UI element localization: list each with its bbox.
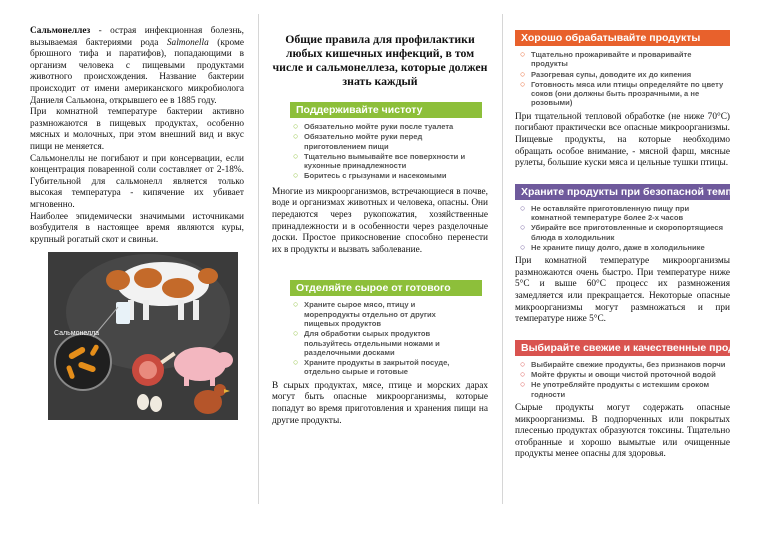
salmonella-latin-name: Salmonella (166, 37, 209, 48)
banner-cleanliness: Поддерживайте чистоту (290, 102, 482, 118)
list-item-text: Не употребляйте продукты с истекшим сроком годности (531, 380, 710, 399)
list-item (292, 329, 472, 357)
list-cleanliness (292, 122, 472, 181)
list-item-text: Выбирайте свежие продукты, без признаков порчи (531, 359, 726, 369)
list-item-text: Обязательно мойте руки перед приготовлением пищи (304, 132, 423, 151)
list-item (519, 50, 730, 69)
egg-icon (137, 394, 149, 410)
page-title: Общие правила для профилактики любых кишечных инфекций, в том числе и сальмонеллеза, которые должен знать каждый (272, 32, 488, 88)
list-item (519, 360, 730, 369)
list-item-text: Тщательно прожаривайте и проваривайте продукты (531, 50, 692, 69)
list-item-text: Тщательно вымывайте все поверхности и кухонные принадлежности (304, 151, 466, 171)
list-item (519, 380, 730, 399)
paragraph-raw-food-toxins: Сырые продукты могут содержать опасные микроорганизмы. В подпорченных или покрытых плесенью продуктах образуются токсины. Тщательно отобранные и хорошо вымытые или очищенные продукты менее опасны для здоровья. (515, 402, 730, 460)
list-item (519, 243, 730, 252)
list-item (519, 80, 730, 108)
list-cooking (519, 50, 730, 108)
circle-bullet-icon: ○ (293, 150, 299, 161)
list-item (292, 132, 472, 151)
list-item-text: Убирайте все приготовленные и скоропортящиеся блюда в холодильник (531, 223, 724, 242)
circle-bullet-icon: ○ (520, 78, 526, 89)
paragraph-sources: Наиболее эпидемически значимыми источниками возбудителя в настоящее время являются куры, крупный рогатый скот и свиньи. (30, 211, 244, 245)
banner-separate: Отделяйте сырое от готового (290, 280, 482, 296)
list-item-text: Не храните пищу долго, даже в холодильнике (531, 242, 705, 252)
list-separate (292, 300, 472, 376)
list-item (292, 300, 472, 328)
circle-bullet-icon: ○ (520, 379, 526, 390)
paragraph-temperature: При комнатной температуре микроорганизмы размножаются очень быстро. При температуре ниже 5°С и выше 60°С процесс их размножения замедляется или прекращается. Некоторые опасные микроорганизмы могут размножаться и при температуре ниже 5°С. (515, 256, 730, 325)
definition-text-b: (кроме брюшного тифа и паратифов), попадающими в организм человека с пищевыми продуктами животного происхождения. Название бактерии происходит от имени американского микробиолога Даниеля Сальмона, открывшего ее в 1885 году. (30, 37, 244, 106)
paragraph-heat-treatment: При тщательной тепловой обработке (не ниже 70°С) погибают практически все опасные микроорганизмы. Пищевые продукты, на которые необходимо обращать особое внимание, - мясной фарш, мясные рулеты, большие куски мяса и цельные тушки птицы. (515, 111, 730, 169)
circle-bullet-icon: ○ (520, 68, 526, 79)
list-item-text: Готовность мяса или птицы определяйте по цвету соков (они должны быть прозрачными, а не розовыми) (531, 79, 724, 108)
definition-text-a: - острая инфекционная болезнь, вызываемая бактериями рода (30, 26, 244, 48)
fold-divider (502, 14, 503, 504)
list-item (519, 70, 730, 79)
list-item (292, 358, 472, 377)
circle-bullet-icon: ○ (520, 222, 526, 233)
panel-storage (515, 184, 773, 252)
paragraph-room-temperature: При комнатной температуре бактерии активно размножаются в пищевых продуктах, особенно мясных и молочных, при этом внешний вид и вкус пищи не меняется. (30, 107, 244, 152)
paragraph-raw-products: В сырых продуктах, мясе, птице и морских дарах могут быть опасные микроорганизмы, которые попадут во время приготовления и хранения пищи на другие продукты. (272, 380, 488, 426)
list-storage (519, 204, 730, 252)
paragraph-conservation: Сальмонеллы не погибают и при консервации, если концентрация поваренной соли составляет от 2-18%. Губительной для сальмонелл является только высокая температура - кипячение их убивает мгновенно. (30, 153, 244, 210)
list-item-text: Храните продукты в закрытой посуде, отдельно сырые и готовые (304, 358, 450, 377)
circle-bullet-icon: ○ (520, 358, 526, 369)
banner-cooking: Хорошо обрабатывайте продукты (515, 30, 730, 46)
circle-bullet-icon: ○ (520, 202, 526, 213)
panel-separate (272, 280, 488, 376)
panel-cleanliness (272, 102, 488, 181)
circle-bullet-icon: ○ (520, 49, 526, 59)
column-general-rules (272, 0, 488, 537)
list-item-text: Разогревая супы, доводите их до кипения (531, 69, 692, 79)
circle-bullet-icon: ○ (520, 369, 526, 380)
list-item-text: Мойте фрукты и овощи чистой проточной водой (531, 370, 716, 380)
salmonella-illustration (48, 252, 238, 420)
list-item-text: Не оставляйте приготовленную пищу при комнатной температуре более 2-х часов (531, 203, 690, 223)
column-salmonellosis-info (30, 0, 244, 537)
paragraph-microorganisms: Многие из микроорганизмов, встречающиеся в почве, воде и организмах животных и человека, опасны. Они передаются через рукопожатия, хозяйственные принадлежности и в особенности через разделочные доски. Простое прикосновение способно перенести их в продукты и вызвать заболевание. (272, 186, 488, 255)
fold-divider (258, 14, 259, 504)
list-item-text: Обязательно мойте руки после туалета (304, 122, 454, 131)
circle-bullet-icon: ○ (293, 131, 299, 142)
paragraph-definition (30, 26, 244, 107)
list-item (292, 122, 472, 131)
banner-storage: Храните продукты при безопасной температуре (515, 184, 730, 200)
term-salmonellosis: Сальмонеллез (30, 26, 91, 36)
list-item (292, 152, 472, 171)
list-fresh-products (519, 360, 730, 399)
list-item (519, 370, 730, 379)
list-item (519, 204, 730, 223)
list-item-text: Храните сырое мясо, птицу и морепродукты отдельно от других пищевых продуктов (304, 300, 436, 328)
list-item (292, 171, 472, 180)
panel-fresh-products (515, 340, 761, 399)
circle-bullet-icon: ○ (293, 121, 299, 131)
banner-fresh-products: Выбирайте свежие и качественные продукты (515, 340, 730, 356)
circle-bullet-icon: ○ (293, 170, 299, 181)
list-item (519, 223, 730, 242)
list-item-text: Для обработки сырых продуктов пользуйтесь отдельными ножами и разделочными досками (304, 329, 440, 357)
circle-bullet-icon: ○ (520, 241, 526, 252)
circle-bullet-icon: ○ (293, 328, 299, 339)
circle-bullet-icon: ○ (293, 357, 299, 368)
milk-glass-icon (116, 302, 130, 324)
column-food-handling (515, 0, 773, 537)
circle-bullet-icon: ○ (293, 299, 299, 310)
salmonella-label: Сальмонелла (54, 330, 100, 338)
panel-cooking (515, 30, 730, 108)
egg-icon (150, 396, 162, 412)
list-item-text: Боритесь с грызунами и насекомыми (304, 171, 447, 181)
